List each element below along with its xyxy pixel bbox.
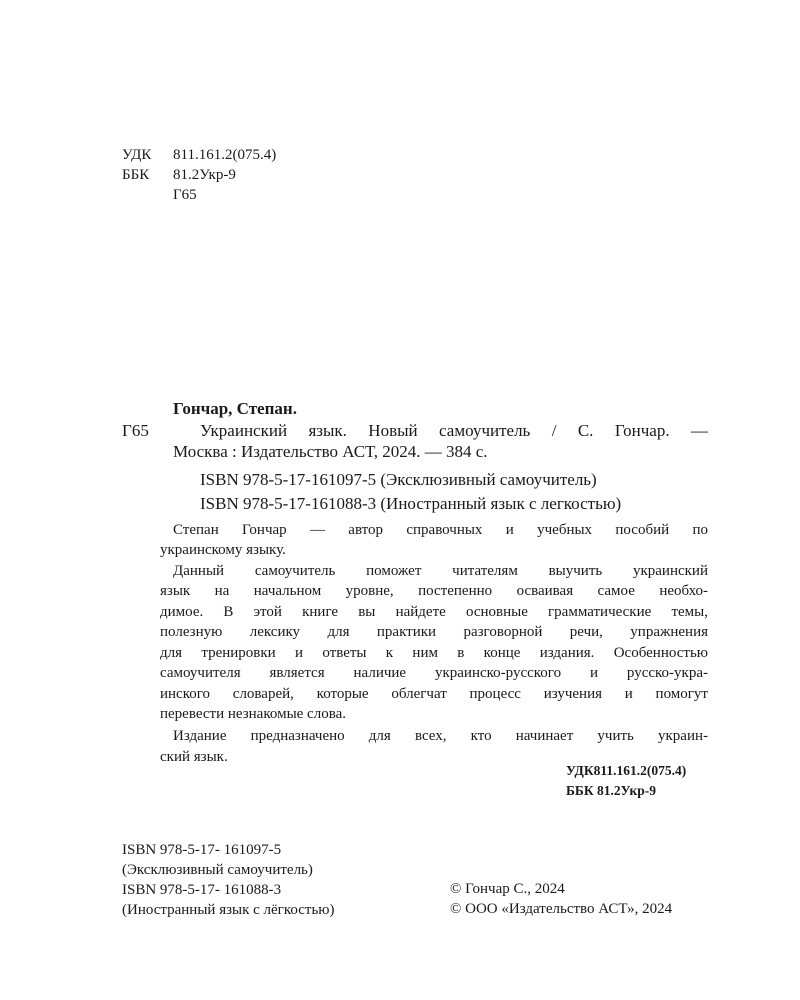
publication-line: Москва : Издательство АСТ, 2024. — 384 с. [173, 442, 488, 461]
copyright-line: © Гончар С., 2024 [450, 881, 565, 897]
abstract-line: перевести незнакомые слова. [160, 706, 346, 722]
abstract-line: Степан Гончар — автор справочных и учебных пособий по [173, 522, 708, 538]
udk-label: УДК [122, 147, 152, 163]
bbk-label: ББК [122, 167, 150, 183]
abstract-line: Данный самоучитель поможет читателям выучить украинский [173, 563, 708, 579]
abstract-line: ский язык. [160, 749, 228, 765]
abstract-line: полезную лексику для практики разговорной речи, упражнения [160, 624, 708, 640]
abstract-line: для тренировки и ответы к ним в конце издания. Особенностью [160, 645, 708, 661]
isbn-note: (Иностранный язык с лёгкостью) [122, 902, 335, 918]
author-mark: Г65 [122, 421, 149, 440]
title-line: Украинский язык. Новый самоучитель / С. Гончар. — [200, 421, 708, 440]
abstract-line: самоучителя является наличие украинско-русского и русско-укра- [160, 665, 708, 681]
author-mark: Г65 [173, 187, 197, 203]
abstract-line: украинскому языку. [160, 542, 286, 558]
abstract-line: язык на начальном уровне, постепенно осваивая самое необхо- [160, 583, 708, 599]
bbk-code: ББК 81.2Укр-9 [566, 783, 656, 798]
isbn-line: ISBN 978-5-17-161088-3 (Иностранный язык с легкостью) [200, 494, 622, 513]
isbn-line: ISBN 978-5-17- 161097-5 [122, 842, 282, 858]
udk-code: УДК811.161.2(075.4) [566, 763, 687, 778]
isbn-line: ISBN 978-5-17-161097-5 (Эксклюзивный самоучитель) [200, 470, 597, 489]
abstract-line: инского словарей, которые облегчат процесс изучения и помогут [160, 686, 708, 702]
abstract-line: Издание предназначено для всех, кто начинает учить украин- [173, 728, 708, 744]
author-heading: Гончар, Степан. [173, 399, 297, 418]
udk-value: 811.161.2(075.4) [173, 147, 277, 163]
isbn-note: (Эксклюзивный самоучитель) [122, 862, 313, 878]
isbn-line: ISBN 978-5-17- 161088-3 [122, 882, 282, 898]
abstract-line: димое. В этой книге вы найдете основные грамматические темы, [160, 604, 708, 620]
bbk-value: 81.2Укр-9 [173, 167, 236, 183]
copyright-line: © ООО «Издательство АСТ», 2024 [450, 901, 673, 917]
